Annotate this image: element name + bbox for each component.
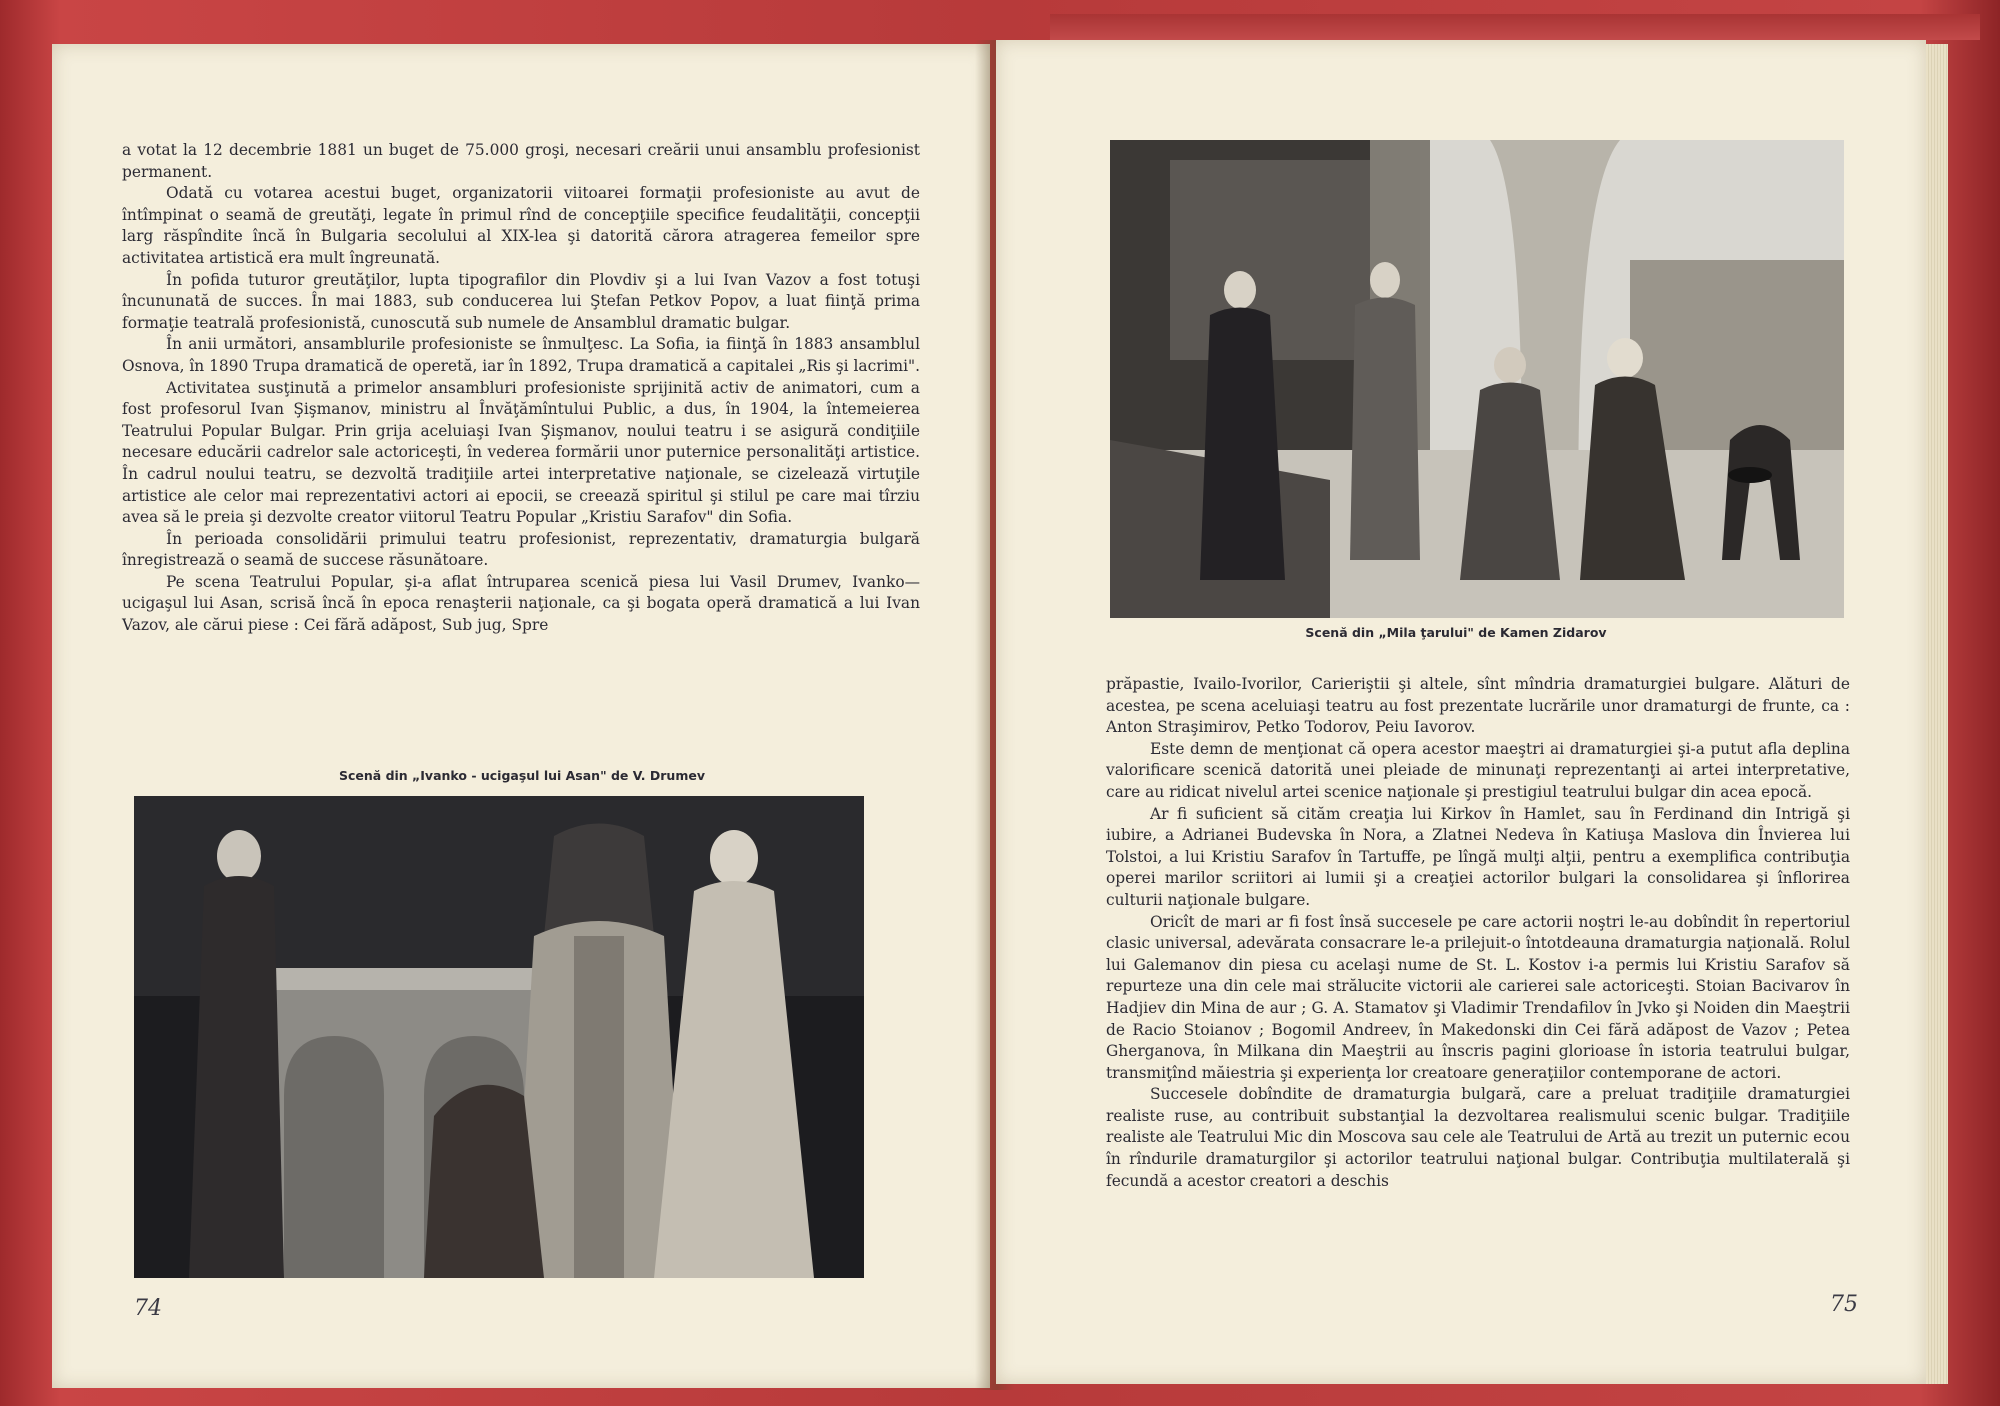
paragraph: prăpastie, Ivailo-Ivorilor, Carieriştii şi altele, sînt mîndria dramaturgiei bulgare. Alături de acestea, pe scena aceluiaşi teatru au fost prezentate lucrările unor dramaturgi de frunte, ca : Anton Straşimirov, Petko Todorov, Peiu Iavorov. (1106, 675, 1850, 737)
paragraph: În pofida tuturor greutăţilor, lupta tipografilor din Plovdiv şi a lui Ivan Vazov a fost totuşi încununată de succes. În mai 1883, sub conducerea lui Ştefan Petkov Popov, a luat fiinţă prima formaţie teatrală profesionistă, cunoscută sub numele de Ansamblul dramatic bulgar. (122, 270, 920, 332)
paragraph: În perioada consolidării primului teatru profesionist, reprezentativ, dramaturgia bulgară înregistrează o seamă de succese răsunătoare. (122, 529, 920, 570)
paragraph: Succesele dobîndite de dramaturgia bulgară, care a preluat tradiţiile dramaturgiei realiste ruse, au contribuit substanţial la dezvoltarea realismului scenic bulgar. Tradiţiile realiste ale Teatrului Mic din Moscova sau cele ale Teatrului de Artă au trezit un puternic ecou în rîndurile dramaturgilor şi actorilor teatrului naţional bulgar. Contribuţia multilaterală şi fecundă a acestor creatori a deschis (1106, 1085, 1850, 1190)
paragraph: Odată cu votarea acestui buget, organizatorii viitoarei formaţii profesioniste au avut de întîmpinat o seamă de greutăţi, legate în primul rînd de concepţiile specifice feudalităţii, concepţii larg răspîndite încă în Bulgaria secolului al XIX-lea şi datorită cărora atragerea femeilor spre activitatea artistică era mult îngreunată. (122, 184, 920, 267)
page-stack-edge (1926, 44, 1948, 1384)
photo-mila-tarului-scene (1110, 140, 1844, 618)
photo-caption-mila-tarului: Scenă din „Mila ţarului" de Kamen Zidarov (1305, 625, 1607, 640)
paragraph: Activitatea susţinută a primelor ansambluri profesioniste sprijinită activ de animatori, cum a fost profesorul Ivan Şişmanov, ministru al Învăţămîntului Public, a dus, în 1904, la întemeierea Teatrului Popular Bulgar. Prin grija aceluiaşi Ivan Şişmanov, noului teatru i se asigură condiţiile necesare educării cadrelor sale actoriceşti, în vederea formării unor puternice personalităţi artistice. În cadrul noului teatru, se dezvoltă tradiţiile artei interpretative naţionale, se cizelează virtuţile artistice ale celor mai reprezentativi actori ai epocii, se creează spiritul şi stilul pe care mai tîrziu avea să le preia şi dezvolte creator viitorul Teatru Popular „Kristiu Sarafov" din Sofia. (122, 378, 920, 527)
paragraph: Pe scena Teatrului Popular, şi-a aflat întruparea scenică piesa lui Vasil Drumev, Ivanko—ucigaşul lui Asan, scrisă încă în epoca renaşterii naţionale, ca şi bogata operă dramatică a lui Ivan Vazov, ale cărui piese : Cei fără adăpost, Sub jug, Spre (122, 572, 920, 635)
paragraph: Este demn de menţionat că opera acestor maeştri ai dramaturgiei şi-a putut afla deplina valorificare scenică datorită unei pleiade de minunaţi reprezentanţi ai artei interpretative, care au ridicat nivelul artei scenice naţionale şi prestigiul teatrului bulgar din acea epocă. (1106, 739, 1850, 801)
paragraph: Oricît de mari ar fi fost însă succesele pe care actorii noştri le-au dobîndit în repertoriul clasic universal, adevărata consacrare le-a prilejuit-o întotdeauna dramaturgia naţională. Rolul lui Galemanov din piesa cu acelaşi nume de St. L. Kostov i-a permis lui Kristiu Sarafov să repurteze una din cele mai strălucite victorii ale carierei sale actoriceşti. Stoian Bacivarov în Hadjiev din Mina de aur ; G. A. Stamatov şi Vladimir Trendafilov în Jvko şi Noiden din Maeştrii de Racio Stoianov ; Bogomil Andreev, în Makedonski din Cei fără adăpost de Vazov ; Petea Gherganova, în Milkana din Maeştrii au înscris pagini glorioase în istoria teatrului bulgar, transmiţînd măiestria şi experienţa lor creatoare generaţiilor contemporane de actori. (1106, 912, 1850, 1082)
photo-ivanko-scene (134, 796, 864, 1278)
paragraph: a votat la 12 decembrie 1881 un buget de 75.000 groşi, necesari creării unui ansamblu profesionist permanent. (122, 141, 920, 181)
paragraph: Ar fi suficient să cităm creaţia lui Kirkov în Hamlet, sau în Ferdinand din Intrigă şi iubire, a Adrianei Budevska în Nora, a Zlatnei Nedeva în Katiuşa Maslova din Învierea lui Tolstoi, a lui Kristiu Sarafov în Tartuffe, pe lîngă mulţi alţii, pentru a exemplifica contribuţia operei marilor scriitori ai lumii şi a creaţiei actorilor bulgari la consolidarea şi înflorirea culturii naţionale bulgare. (1106, 804, 1850, 909)
left-page-text (122, 140, 920, 637)
right-page-text (1106, 674, 1850, 1192)
paragraph: În anii următori, ansamblurile profesioniste se înmulţesc. La Sofia, ia fiinţă în 1883 ansamblul Osnova, în 1890 Trupa dramatică de operetă, iar în 1892, Trupa dramatică a capitalei „Ris şi lacrimi". (122, 335, 920, 375)
right-page (996, 40, 1926, 1384)
page-number-right: 75 (1830, 1292, 1858, 1317)
photo-caption-ivanko: Scenă din „Ivanko - ucigaşul lui Asan" de V. Drumev (339, 768, 705, 783)
left-page (52, 44, 990, 1388)
book-edge-top (1050, 14, 1980, 40)
page-number-left: 74 (134, 1296, 162, 1321)
